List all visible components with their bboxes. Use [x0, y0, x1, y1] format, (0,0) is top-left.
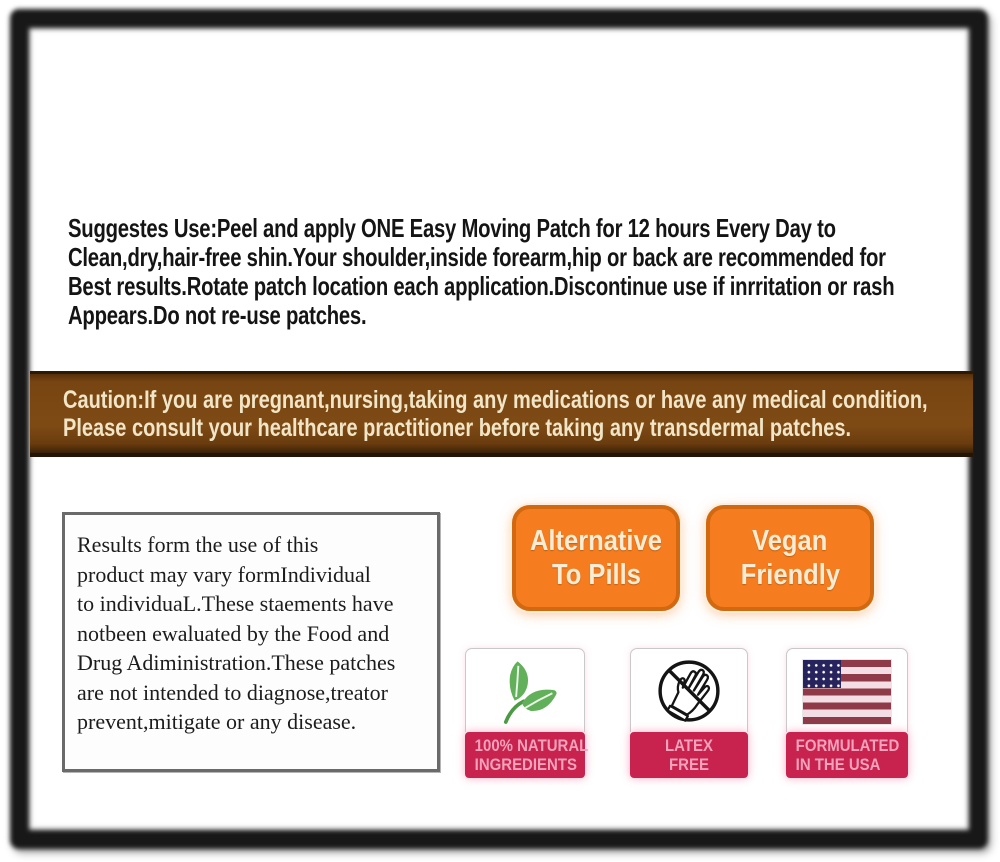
cert-label: IN THE USA — [795, 755, 881, 774]
fda-disclaimer-box — [62, 512, 440, 772]
usage-line: Clean,dry,hair-free shin.Your shoulder,inside forearm,hip or back are recommended for — [68, 242, 886, 272]
badge-vegan-friendly — [706, 505, 874, 611]
cert-natural-ingredients — [465, 648, 589, 778]
badge-label: Alternative — [530, 525, 662, 557]
cert-made-in-usa — [786, 648, 908, 778]
caution-line: Caution:If you are pregnant,nursing,taking any medications or have any medical condition, — [63, 386, 928, 414]
usa-flag-icon — [803, 660, 891, 724]
cert-banner — [786, 732, 908, 778]
cert-label: INGREDIENTS — [474, 755, 577, 774]
disclaimer-line: to individuaL.These staements have — [77, 591, 394, 616]
cert-icon-box — [786, 648, 908, 732]
usage-line: Appears.Do not re-use patches. — [68, 300, 367, 330]
badge-alternative-to-pills — [512, 505, 680, 611]
badge-label: Friendly — [740, 559, 840, 591]
leaf-icon — [488, 654, 562, 728]
cert-latex-free — [630, 648, 748, 778]
cert-icon-box — [630, 648, 748, 732]
cert-banner — [465, 732, 589, 778]
cert-label: LATEX — [665, 736, 713, 755]
badge-label: Vegan — [752, 525, 828, 557]
disclaimer-line: product may vary formIndividual — [77, 561, 371, 587]
caution-banner — [30, 371, 973, 457]
disclaimer-line: Results form the use of this — [77, 532, 319, 557]
disclaimer-line: prevent,mitigate or any disease. — [77, 709, 357, 734]
caution-line: Please consult your healthcare practitioner before taking any transdermal patches. — [63, 414, 852, 442]
cert-banner — [630, 732, 748, 778]
disclaimer-line: are not intended to diagnose,treator — [77, 679, 388, 705]
flag-canton — [803, 660, 841, 688]
cert-label: FORMULATED — [795, 736, 900, 755]
usage-line: Best results.Rotate patch location each application.Discontinue use if inrritation or rash — [68, 271, 895, 301]
cert-label: FREE — [669, 755, 709, 774]
cert-label: 100% NATURAL — [474, 736, 589, 755]
badge-label: To Pills — [551, 559, 641, 591]
usage-directions — [68, 214, 1000, 330]
usage-line: Suggestes Use:Peel and apply ONE Easy Moving Patch for 12 hours Every Day to — [68, 213, 836, 243]
disclaimer-line: notbeen ewaluated by the Food and — [77, 620, 390, 646]
no-latex-glove-icon — [651, 653, 727, 729]
disclaimer-line: Drug Adiministration.These patches — [77, 650, 396, 675]
cert-icon-box — [465, 648, 585, 732]
